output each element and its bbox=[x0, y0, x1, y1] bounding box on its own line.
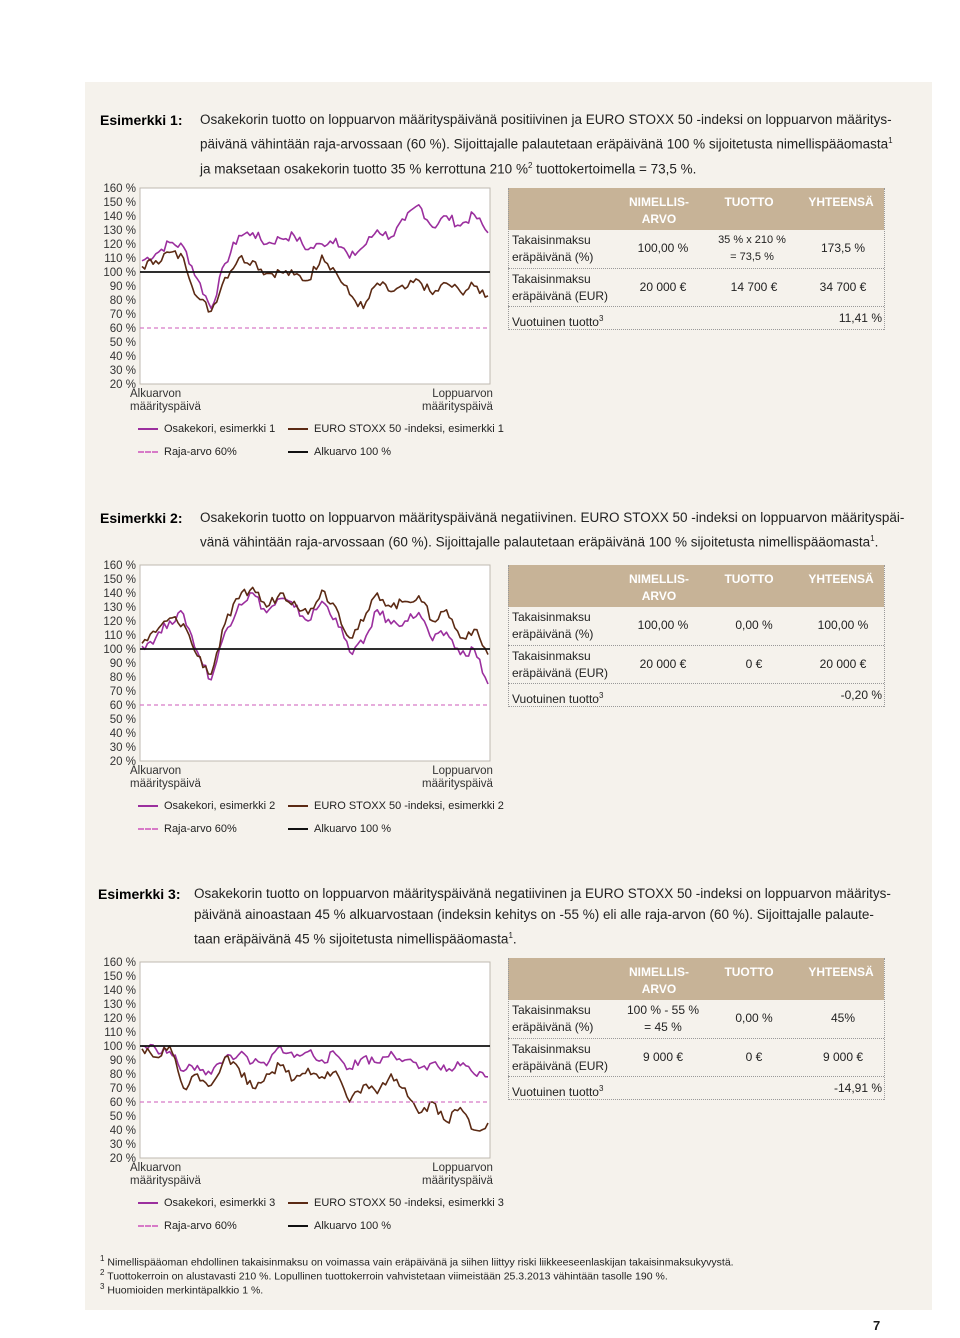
y-tick-label: 110 % bbox=[104, 1027, 136, 1039]
example-2-line-2: vänä vähintään raja-arvossaan (60 %). Sijoittajalle palautetaan eräpäivänä 100 % sijoitetusta nimellispääomasta$^1$. bbox=[200, 534, 879, 550]
row1-nominal: 100,00 % bbox=[637, 618, 689, 632]
example-1-chart-svg bbox=[90, 178, 510, 408]
y-tick-label: 70 % bbox=[109, 1083, 136, 1095]
y-tick-label: 30 % bbox=[109, 1139, 136, 1151]
y-tick-label: 120 % bbox=[103, 239, 136, 251]
row1-total: 173,5 % bbox=[820, 241, 866, 255]
row1-nominal: 100,00 % bbox=[637, 241, 689, 255]
footnote-1: $^1$ Nimellispääoman ehdollinen takaisinmaksu on voimassa vain eräpäivänä ja siihen liittyy riski liikkeeseenlaskijan takaisinmaksukyvystä. bbox=[100, 1254, 734, 1269]
example-2-x-start: Alkuarvon määrityspäivä bbox=[130, 765, 201, 790]
example-1-legend-index: EURO STOXX 50 -indeksi, esimerkki 1 bbox=[288, 423, 504, 435]
example-2-x-end: Loppuarvon määrityspäivä bbox=[422, 765, 493, 790]
y-tick-label: 130 % bbox=[103, 225, 136, 237]
example-2-legend-barrier: Raja-arvo 60% bbox=[138, 823, 237, 835]
example-3-table bbox=[508, 958, 884, 1100]
example-2-table bbox=[508, 565, 884, 707]
example-1-x-end: Loppuarvon määrityspäivä bbox=[422, 388, 493, 413]
y-tick-label: 70 % bbox=[109, 309, 136, 321]
header-nominal: NIMELLIS- ARVO bbox=[629, 965, 689, 996]
row1-label: Takaisinmaksu eräpäivänä (%) bbox=[512, 610, 594, 641]
row2-label: Takaisinmaksu eräpäivänä (EUR) bbox=[512, 649, 609, 680]
row2-total: 34 700 € bbox=[819, 280, 867, 294]
y-tick-label: 150 % bbox=[103, 574, 136, 586]
row2-nominal: 20 000 € bbox=[639, 280, 687, 294]
header-nominal: NIMELLIS- ARVO bbox=[629, 572, 689, 603]
row2-nominal: 20 000 € bbox=[639, 657, 687, 671]
row1-total: 100,00 % bbox=[817, 618, 869, 632]
y-tick-label: 20 % bbox=[109, 756, 136, 768]
y-tick-label: 160 % bbox=[103, 957, 136, 969]
header-total: YHTEENSÄ bbox=[808, 195, 874, 209]
y-tick-label: 80 % bbox=[109, 672, 136, 684]
page-number: 7 bbox=[873, 1318, 881, 1333]
y-tick-label: 140 % bbox=[103, 588, 136, 600]
plot-area bbox=[140, 962, 490, 1158]
row2-total: 9 000 € bbox=[822, 1050, 864, 1064]
y-tick-label: 120 % bbox=[103, 616, 136, 628]
y-tick-label: 140 % bbox=[103, 985, 136, 997]
header-return: TUOTTO bbox=[724, 572, 774, 586]
annual-value: -0,20 % bbox=[840, 688, 882, 702]
example-2-text bbox=[200, 507, 905, 553]
y-tick-label: 80 % bbox=[109, 295, 136, 307]
example-2-chart bbox=[90, 555, 510, 850]
row2-return: 0 € bbox=[745, 1050, 763, 1064]
example-2-legend-index: EURO STOXX 50 -indeksi, esimerkki 2 bbox=[288, 800, 504, 812]
example-3-x-start: Alkuarvon määrityspäivä bbox=[130, 1162, 201, 1187]
example-1-label: Esimerkki 1: bbox=[100, 112, 183, 128]
y-tick-label: 90 % bbox=[109, 1055, 136, 1067]
y-tick-label: 100 % bbox=[103, 1041, 136, 1053]
y-tick-label: 40 % bbox=[109, 351, 136, 363]
y-tick-label: 50 % bbox=[109, 337, 136, 349]
row2-total: 20 000 € bbox=[819, 657, 867, 671]
example-1-legend-basket: Osakekori, esimerkki 1 bbox=[138, 423, 275, 435]
header-nominal: NIMELLIS- ARVO bbox=[629, 195, 689, 226]
example-3-legend-barrier: Raja-arvo 60% bbox=[138, 1220, 237, 1232]
y-tick-label: 160 % bbox=[103, 183, 136, 195]
header-total: YHTEENSÄ bbox=[808, 572, 874, 586]
y-tick-label: 50 % bbox=[109, 1111, 136, 1123]
example-1-line-2: päivänä vähintään raja-arvossaan (60 %). Sijoittajalle palautetaan eräpäivänä 100 % sijoitetusta nimellispääomasta$^1$ bbox=[200, 136, 893, 152]
annual-label: Vuotuinen tuotto$^3$ bbox=[512, 1084, 604, 1099]
footnote-2: $^2$ Tuottokerroin on alustavasti 210 %. Lopullinen tuottokerroin vahvistetaan viimeistään 25.3.2013 vähintään tasolle 190 %. bbox=[100, 1268, 668, 1283]
example-2-legend-basket: Osakekori, esimerkki 2 bbox=[138, 800, 275, 812]
y-tick-label: 40 % bbox=[109, 1125, 136, 1137]
row2-return: 14 700 € bbox=[730, 280, 778, 294]
annual-label: Vuotuinen tuotto$^3$ bbox=[512, 314, 604, 329]
example-3-x-end: Loppuarvon määrityspäivä bbox=[422, 1162, 493, 1187]
row2-label: Takaisinmaksu eräpäivänä (EUR) bbox=[512, 272, 609, 303]
annual-value: 11,41 % bbox=[838, 311, 882, 325]
example-3-line-3: taan eräpäivänä 45 % sijoitetusta nimellispääomasta$^1$. bbox=[194, 931, 517, 947]
plot-area bbox=[140, 565, 490, 761]
footnote-3: $^3$ Huomioiden merkintäpalkkio 1 %. bbox=[100, 1282, 264, 1297]
example-2-label: Esimerkki 2: bbox=[100, 510, 183, 526]
y-tick-label: 20 % bbox=[109, 379, 136, 391]
annual-value: -14,91 % bbox=[833, 1081, 882, 1095]
row1-label: Takaisinmaksu eräpäivänä (%) bbox=[512, 233, 594, 264]
header-return: TUOTTO bbox=[724, 195, 774, 209]
example-2-chart-svg bbox=[90, 555, 510, 785]
y-tick-label: 150 % bbox=[103, 971, 136, 983]
y-tick-label: 110 % bbox=[104, 253, 136, 265]
y-tick-label: 110 % bbox=[104, 630, 136, 642]
example-3-legend-index: EURO STOXX 50 -indeksi, esimerkki 3 bbox=[288, 1197, 504, 1209]
example-1-table bbox=[508, 188, 884, 330]
y-tick-label: 90 % bbox=[109, 658, 136, 670]
example-2-legend-initial: Alkuarvo 100 % bbox=[288, 823, 391, 835]
y-tick-label: 40 % bbox=[109, 728, 136, 740]
row1-nominal: 100 % - 55 % = 45 % bbox=[626, 1003, 700, 1034]
y-tick-label: 130 % bbox=[103, 602, 136, 614]
example-1-x-start: Alkuarvon määrityspäivä bbox=[130, 388, 201, 413]
y-tick-label: 130 % bbox=[103, 999, 136, 1011]
example-1-legend-barrier: Raja-arvo 60% bbox=[138, 446, 237, 458]
y-tick-label: 80 % bbox=[109, 1069, 136, 1081]
y-tick-label: 150 % bbox=[103, 197, 136, 209]
y-tick-label: 140 % bbox=[103, 211, 136, 223]
example-1-line-1: Osakekorin tuotto on loppuarvon määrityspäivänä positiivinen ja EURO STOXX 50 -indeksi on loppuarvon määritys- bbox=[200, 112, 892, 127]
y-tick-label: 120 % bbox=[103, 1013, 136, 1025]
y-tick-label: 30 % bbox=[109, 742, 136, 754]
row1-return: 35 % x 210 % = 73,5 % bbox=[718, 234, 786, 263]
example-3-chart bbox=[90, 952, 510, 1247]
example-3-line-1: Osakekorin tuotto on loppuarvon määrityspäivänä negatiivinen ja EURO STOXX 50 -indeksi on loppuarvon määritys- bbox=[194, 886, 891, 901]
example-3-chart-svg bbox=[90, 952, 510, 1182]
annual-label: Vuotuinen tuotto$^3$ bbox=[512, 691, 604, 706]
y-tick-label: 160 % bbox=[103, 560, 136, 572]
example-3-line-2: päivänä ainoastaan 45 % alkuarvostaan (indeksin kehitys on -55 %) eli alle raja-arvon (60 %). Sijoittajalle palaute- bbox=[194, 907, 874, 922]
row2-return: 0 € bbox=[745, 657, 763, 671]
row1-return: 0,00 % bbox=[735, 1011, 773, 1025]
row2-nominal: 9 000 € bbox=[642, 1050, 684, 1064]
y-tick-label: 30 % bbox=[109, 365, 136, 377]
example-3-label: Esimerkki 3: bbox=[98, 886, 181, 902]
y-tick-label: 60 % bbox=[109, 1097, 136, 1109]
y-tick-label: 50 % bbox=[109, 714, 136, 726]
y-tick-label: 100 % bbox=[103, 644, 136, 656]
y-tick-label: 90 % bbox=[109, 281, 136, 293]
y-tick-label: 100 % bbox=[103, 267, 136, 279]
header-return: TUOTTO bbox=[724, 965, 774, 979]
example-1-line-3: ja maksetaan osakekorin tuotto 35 % kerrottuna 210 %$^2$ tuottokertoimella = 73,5 %. bbox=[200, 160, 697, 176]
y-tick-label: 60 % bbox=[109, 323, 136, 335]
example-1-chart bbox=[90, 178, 510, 473]
y-tick-label: 60 % bbox=[109, 700, 136, 712]
example-3-legend-initial: Alkuarvo 100 % bbox=[288, 1220, 391, 1232]
example-3-text bbox=[194, 883, 891, 950]
example-3-legend-basket: Osakekori, esimerkki 3 bbox=[138, 1197, 275, 1209]
y-tick-label: 20 % bbox=[109, 1153, 136, 1165]
row1-label: Takaisinmaksu eräpäivänä (%) bbox=[512, 1003, 594, 1034]
row1-return: 0,00 % bbox=[735, 618, 773, 632]
header-total: YHTEENSÄ bbox=[808, 965, 874, 979]
row1-total: 45% bbox=[830, 1011, 856, 1025]
example-1-text bbox=[200, 109, 893, 179]
example-2-line-1: Osakekorin tuotto on loppuarvon määrityspäivänä negatiivinen. EURO STOXX 50 -indeksi on loppuarvon määrityspäi- bbox=[200, 510, 905, 525]
row2-label: Takaisinmaksu eräpäivänä (EUR) bbox=[512, 1042, 609, 1073]
example-1-legend-initial: Alkuarvo 100 % bbox=[288, 446, 391, 458]
y-tick-label: 70 % bbox=[109, 686, 136, 698]
